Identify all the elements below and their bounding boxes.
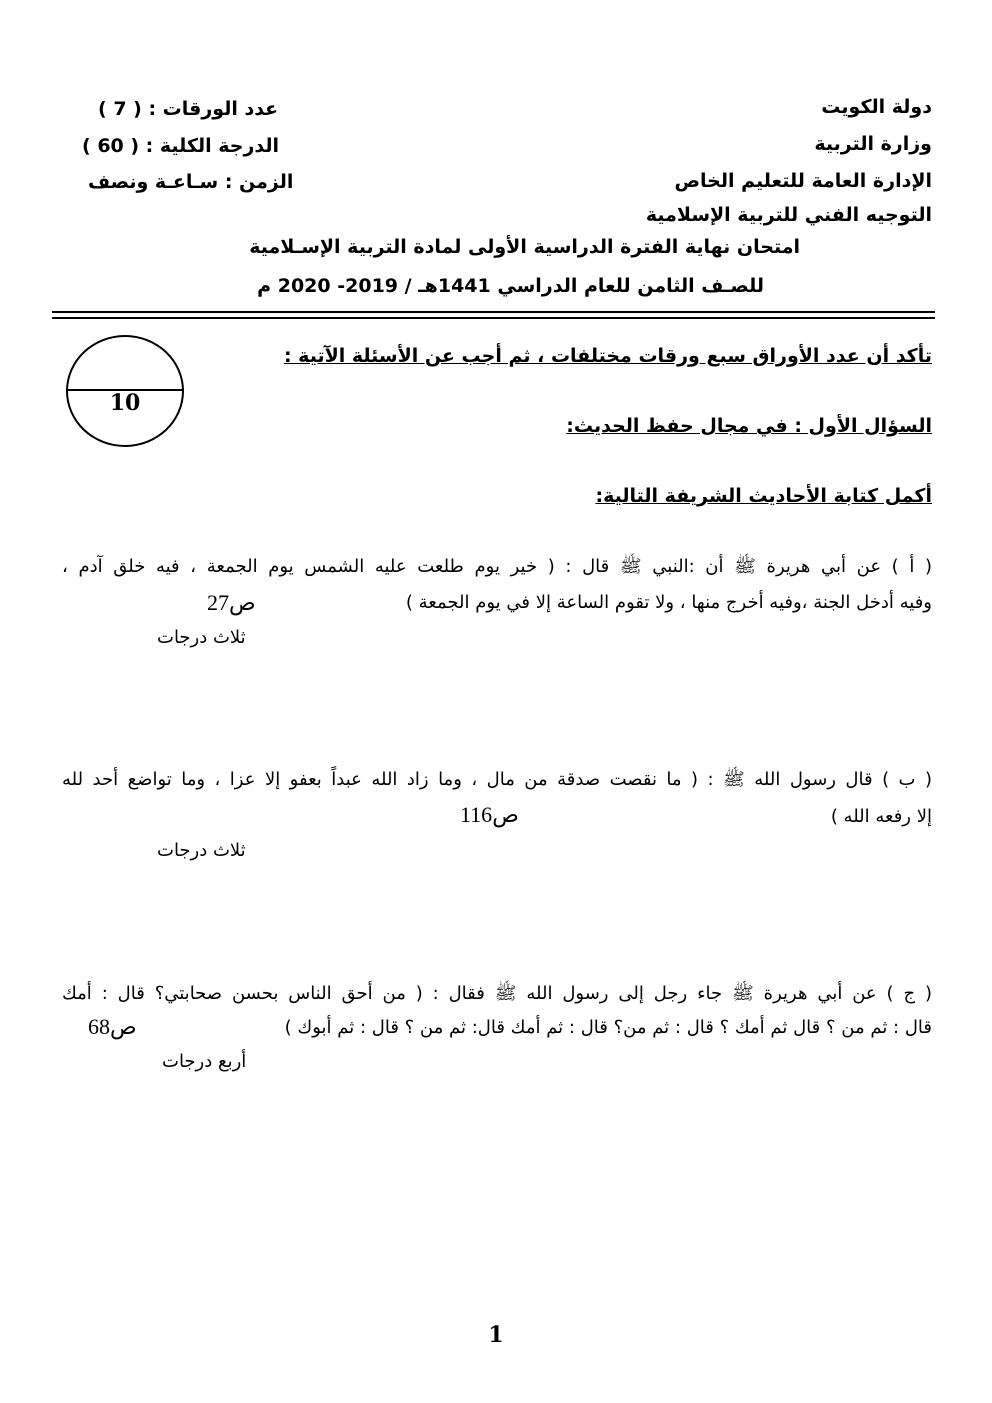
header-ministry: وزارة التربية	[814, 133, 932, 155]
divider-bottom	[52, 317, 935, 319]
divider-top	[52, 311, 935, 313]
hadith-c-line2: قال : ثم من ؟ قال ثم أمك ؟ قال : ثم من؟ قال : ثم أمك قال: ثم من ؟ قال : ثم أبوك )	[284, 1017, 932, 1038]
hadith-a-line1: ( أ ) عن أبي هريرة ﷺ أن :النبي ﷺ قال : ( خير يوم طلعت عليه الشمس يوم الجمعة ، فيه خلق آدم ،	[62, 556, 932, 577]
page-number: 1	[488, 1322, 504, 1348]
hadith-c-grade: أربع درجات	[162, 1051, 247, 1072]
score-value: 10	[109, 390, 141, 416]
hadith-b-page-ref: ص116	[460, 802, 519, 827]
exam-subtitle: للصـف الثامن للعام الدراسي 1441هـ / 2019- 2020 م	[257, 275, 764, 297]
header-papers: عدد الورقات : ( 7 )	[98, 98, 279, 120]
hadith-a-line2: وفيه أدخل الجنة ،وفيه أخرج منها ، ولا تقوم الساعة إلا في يوم الجمعة )	[405, 592, 932, 613]
question-prompt: أكمل كتابة الأحاديث الشريفة التالية:	[595, 485, 932, 507]
hadith-a-page-ref: ص27	[207, 590, 256, 615]
hadith-a-grade: ثلاث درجات	[157, 627, 246, 648]
header-time: الزمن : سـاعـة ونصف	[88, 171, 294, 193]
header-guidance: التوجيه الفني للتربية الإسلامية	[645, 204, 932, 226]
hadith-c-line1: ( ج ) عن أبي هريرة ﷺ جاء رجل إلى رسول الله ﷺ فقال : ( من أحق الناس بحسن صحابتي؟ قال : أمك	[62, 983, 932, 1004]
question-title: السؤال الأول : في مجال حفظ الحديث:	[566, 415, 932, 437]
instructions: تأكد أن عدد الأوراق سبع ورقات مختلفات ، ثم أجب عن الأسئلة الآتية :	[283, 345, 932, 367]
hadith-b-line1: ( ب ) قال رسول الله ﷺ : ( ما نقصت صدقة من مال ، وما زاد الله عبداً بعفو إلا عزا ، وما تواضع أحد لله	[62, 769, 932, 790]
hadith-c-page-ref: ص68	[88, 1014, 137, 1039]
header-country: دولة الكويت	[821, 96, 932, 118]
hadith-b-line2: إلا رفعه الله )	[830, 806, 932, 827]
header-total-grade: الدرجة الكلية : ( 60 )	[82, 135, 280, 157]
exam-title: امتحان نهاية الفترة الدراسية الأولى لمادة التربية الإسـلامية	[249, 236, 800, 258]
header-department: الإدارة العامة للتعليم الخاص	[674, 170, 932, 192]
hadith-b-grade: ثلاث درجات	[157, 840, 246, 861]
